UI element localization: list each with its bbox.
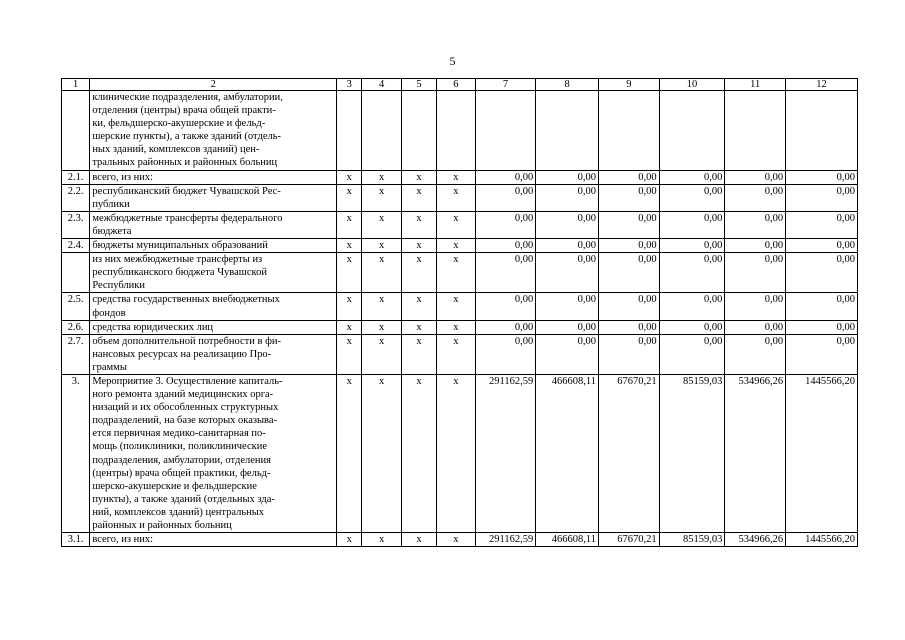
cell-marker: x [401,211,436,238]
cell-value: 0,00 [786,170,858,184]
row-number: 2.5. [62,293,90,320]
cell-marker: x [437,293,475,320]
cell-value: 0,00 [599,184,660,211]
cell-marker: x [437,533,475,547]
cell-marker: x [437,253,475,293]
cell-marker: x [437,374,475,532]
column-header: 3 [337,79,362,91]
cell-value: 0,00 [475,334,536,374]
cell-value: 0,00 [475,184,536,211]
cell-value [659,91,725,171]
row-description: из них межбюджетные трансферты из республиканского бюджета Чувашской Республики [90,253,337,293]
cell-value: 0,00 [659,184,725,211]
cell-marker [401,91,436,171]
cell-marker: x [337,293,362,320]
table-row [62,170,858,184]
column-header: 9 [599,79,660,91]
cell-value: 0,00 [475,320,536,334]
cell-value: 0,00 [599,239,660,253]
cell-value: 85159,03 [659,374,725,532]
cell-marker: x [362,170,401,184]
column-header: 7 [475,79,536,91]
cell-value: 0,00 [659,170,725,184]
cell-value [599,91,660,171]
cell-value: 0,00 [536,253,599,293]
row-number [62,91,90,171]
cell-marker: x [362,211,401,238]
cell-marker: x [401,334,436,374]
table-row [62,184,858,211]
cell-value: 67670,21 [599,533,660,547]
table-row [62,334,858,374]
cell-value [536,91,599,171]
cell-value: 0,00 [475,253,536,293]
cell-value [475,91,536,171]
cell-marker: x [362,184,401,211]
cell-value: 0,00 [536,293,599,320]
row-number: 2.3. [62,211,90,238]
cell-marker: x [337,239,362,253]
cell-value: 0,00 [536,334,599,374]
column-header: 8 [536,79,599,91]
table-row [62,374,858,532]
row-number: 2.1. [62,170,90,184]
row-description: средства юридических лиц [90,320,337,334]
cell-marker: x [362,533,401,547]
row-description: республиканский бюджет Чувашской Рес- публики [90,184,337,211]
cell-marker: x [437,184,475,211]
cell-value [725,91,786,171]
cell-value: 534966,26 [725,374,786,532]
cell-value: 0,00 [786,293,858,320]
cell-marker: x [337,184,362,211]
column-header: 6 [437,79,475,91]
row-number: 3.1. [62,533,90,547]
cell-marker: x [337,211,362,238]
cell-marker: x [401,239,436,253]
row-description: объем дополнительной потребности в фи- нансовых ресурсах на реализацию Про- граммы [90,334,337,374]
cell-value: 85159,03 [659,533,725,547]
row-description: Мероприятие 3. Осуществление капиталь- ного ремонта зданий медицинских орга- низаций и их обособленных структурных подразделений, на базе которых оказыва- ется первичная медико-санитарная по- мощь (поликлиники, поликлинические подразделения, амбулатории, отделения (центры) врача общей практики, фельд- шерско-акушерские и фельдшерские пункты), а также зданий (отдельных зда- ний, комплексов зданий) центральных районных и районных больниц [90,374,337,532]
cell-marker: x [337,533,362,547]
cell-value: 0,00 [725,170,786,184]
row-number: 3. [62,374,90,532]
row-description: всего, из них: [90,533,337,547]
column-header: 11 [725,79,786,91]
table-row [62,91,858,171]
cell-marker [337,91,362,171]
column-header: 1 [62,79,90,91]
table-row [62,211,858,238]
table-row [62,533,858,547]
cell-value: 1445566,20 [786,374,858,532]
row-number: 2.2. [62,184,90,211]
cell-value: 0,00 [659,293,725,320]
cell-value: 0,00 [725,334,786,374]
cell-marker: x [337,253,362,293]
cell-marker: x [437,211,475,238]
cell-value: 291162,59 [475,533,536,547]
row-number: 2.6. [62,320,90,334]
cell-value: 0,00 [536,170,599,184]
cell-marker: x [401,320,436,334]
cell-marker: x [401,533,436,547]
cell-value: 0,00 [786,211,858,238]
cell-value: 67670,21 [599,374,660,532]
row-description: всего, из них: [90,170,337,184]
cell-marker: x [437,170,475,184]
cell-marker: x [337,334,362,374]
cell-value [786,91,858,171]
cell-value: 291162,59 [475,374,536,532]
column-header: 5 [401,79,436,91]
cell-marker: x [362,334,401,374]
cell-value: 0,00 [599,334,660,374]
cell-value: 0,00 [536,320,599,334]
cell-value: 0,00 [659,334,725,374]
cell-value: 0,00 [786,184,858,211]
cell-value: 0,00 [536,211,599,238]
row-description: средства государственных внебюджетных фондов [90,293,337,320]
cell-value: 534966,26 [725,533,786,547]
cell-marker: x [362,374,401,532]
cell-marker: x [401,170,436,184]
cell-marker: x [437,239,475,253]
cell-marker: x [362,239,401,253]
cell-value: 0,00 [725,253,786,293]
cell-value: 0,00 [536,184,599,211]
row-description: межбюджетные трансферты федерального бюджета [90,211,337,238]
cell-value: 0,00 [475,239,536,253]
cell-marker: x [401,374,436,532]
cell-marker: x [362,293,401,320]
table-row [62,239,858,253]
cell-marker: x [401,293,436,320]
table-row [62,293,858,320]
row-description: бюджеты муниципальных образований [90,239,337,253]
cell-value: 466608,11 [536,374,599,532]
cell-value: 0,00 [659,253,725,293]
cell-marker [437,91,475,171]
cell-value: 0,00 [725,239,786,253]
cell-value: 0,00 [786,239,858,253]
cell-value: 0,00 [725,184,786,211]
cell-marker: x [362,253,401,293]
cell-value: 1445566,20 [786,533,858,547]
cell-value: 0,00 [599,170,660,184]
cell-marker: x [337,374,362,532]
cell-value: 0,00 [659,320,725,334]
cell-value: 0,00 [599,253,660,293]
column-header: 10 [659,79,725,91]
cell-value: 0,00 [536,239,599,253]
cell-value: 0,00 [475,293,536,320]
page-number: 5 [449,54,456,68]
column-header: 2 [90,79,337,91]
row-number: 2.4. [62,239,90,253]
cell-value: 0,00 [786,334,858,374]
cell-value: 0,00 [725,293,786,320]
cell-value: 0,00 [599,293,660,320]
table-row [62,253,858,293]
cell-marker [362,91,401,171]
row-number: 2.7. [62,334,90,374]
cell-value: 0,00 [659,211,725,238]
row-description: клинические подразделения, амбулатории, отделения (центры) врача общей практи- ки, фельдшерско-акушерские и фельд- шерские пункты), а также зданий (отдель- ных зданий, комплексов зданий) цен- тральных районных и районных больниц [90,91,337,171]
column-header: 4 [362,79,401,91]
cell-value: 0,00 [599,320,660,334]
cell-marker: x [337,320,362,334]
cell-marker: x [337,170,362,184]
row-number [62,253,90,293]
cell-marker: x [437,320,475,334]
cell-marker: x [362,320,401,334]
cell-value: 0,00 [599,211,660,238]
cell-marker: x [437,334,475,374]
cell-value: 0,00 [786,320,858,334]
header-row [62,79,858,91]
cell-value: 0,00 [659,239,725,253]
table-row [62,320,858,334]
cell-value: 0,00 [725,211,786,238]
cell-value: 0,00 [725,320,786,334]
cell-marker: x [401,253,436,293]
budget-table [61,78,858,547]
cell-marker: x [401,184,436,211]
cell-value: 0,00 [475,211,536,238]
cell-value: 0,00 [786,253,858,293]
cell-value: 0,00 [475,170,536,184]
column-header: 12 [786,79,858,91]
cell-value: 466608,11 [536,533,599,547]
